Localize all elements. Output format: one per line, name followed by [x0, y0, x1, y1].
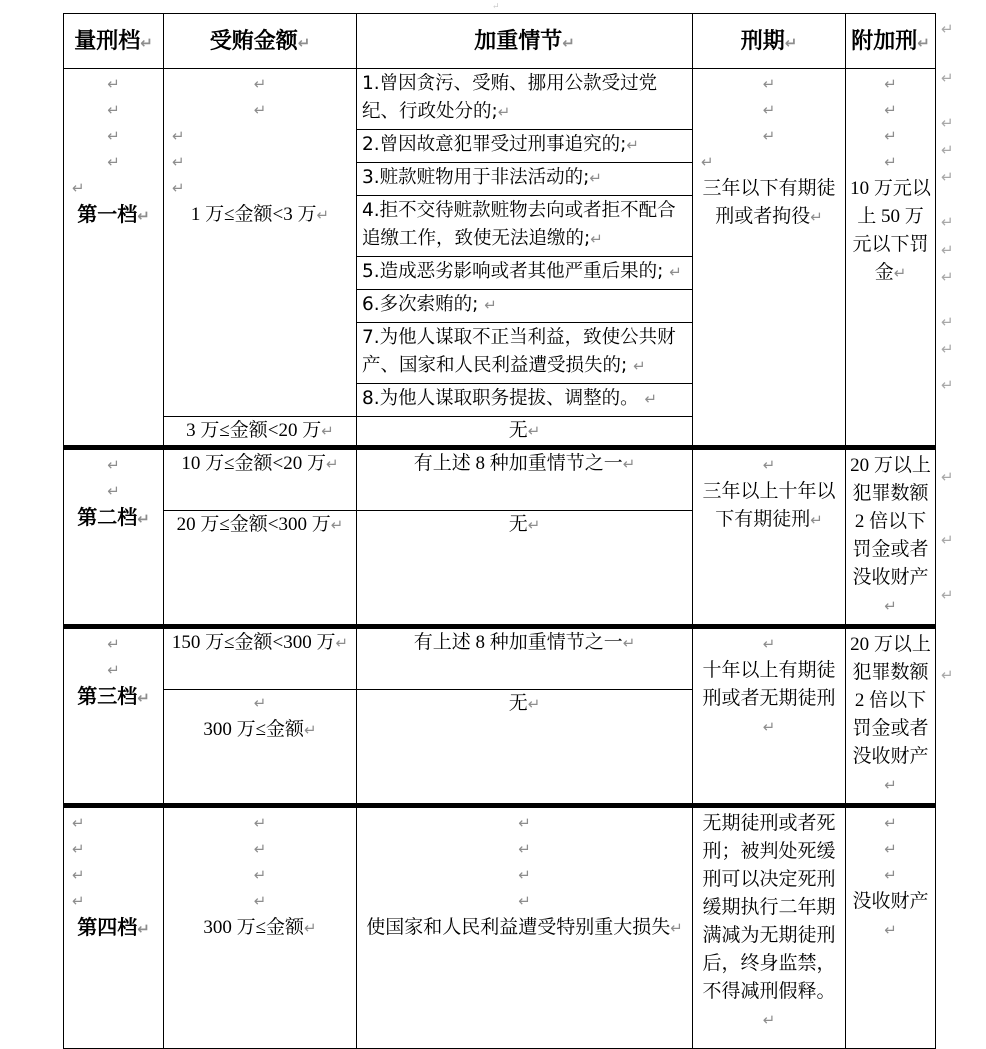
circumstance-item-3: 3.赃款赃物用于非法活动的;↵ — [357, 163, 692, 196]
paragraph-mark-icon: ↵ — [810, 511, 823, 529]
tier-label-1: 第一档↵ — [77, 204, 150, 226]
additional-penalty-value-1: 10 万元以上 50 万元以下罚金↵ — [850, 178, 931, 283]
paragraph-mark-icon: ↵ — [590, 230, 603, 248]
paragraph-mark-icon: ↵ — [941, 20, 954, 38]
paragraph-mark-icon: ↵ — [562, 34, 575, 52]
circumstances-cell-2-2 — [357, 511, 693, 627]
list-item — [357, 196, 692, 257]
paragraph-mark-icon: ↵ — [253, 892, 267, 910]
paragraph-mark-icon: ↵ — [107, 482, 120, 500]
amount-cell-3-1 — [164, 629, 357, 690]
circumstance-item-4: 4.拒不交待赃款赃物去向或者拒不配合追缴工作，致使无法追缴的;↵ — [357, 196, 692, 257]
paragraph-mark-icon: ↵ — [810, 208, 823, 226]
paragraph-mark-icon: ↵ — [253, 840, 267, 858]
amount-cell-4-1 — [164, 808, 357, 1049]
paragraph-mark-icon: ↵ — [253, 694, 267, 712]
circumstances-list — [357, 69, 692, 416]
circumstance-value: 使国家和人民利益遭受特别重大损失↵ — [366, 917, 683, 938]
paragraph-mark-icon: ↵ — [527, 695, 541, 713]
sentencing-table — [63, 13, 936, 1049]
paragraph-mark-icon: ↵ — [140, 34, 153, 52]
circumstance-item-5: 5.造成恶劣影响或者其他严重后果的; ↵ — [357, 257, 692, 290]
paragraph-mark-icon: ↵ — [304, 919, 317, 937]
amount-cell-2-2 — [164, 511, 357, 627]
circumstance-item-8: 8.为他人谋取职务提拔、调整的。 ↵ — [357, 384, 692, 417]
circumstance-value: 有上述 8 种加重情节之一↵ — [413, 453, 636, 474]
table-row — [64, 629, 936, 690]
paragraph-mark-icon: ↵ — [762, 75, 776, 93]
paragraph-mark-icon: ↵ — [137, 510, 150, 528]
paragraph-mark-icon: ↵ — [762, 1011, 776, 1029]
amount-cell-2-1 — [164, 450, 357, 511]
tier-cell-1 — [64, 69, 164, 448]
paragraph-mark-icon: ↵ — [884, 814, 897, 832]
additional-penalty-cell-3 — [846, 629, 936, 806]
paragraph-mark-icon: ↵ — [884, 153, 897, 171]
paragraph-mark-icon: ↵ — [917, 34, 930, 52]
paragraph-mark-icon: ↵ — [107, 635, 120, 653]
amount-value: 20 万≤金额<300 万↵ — [176, 514, 344, 535]
circumstance-none: 无↵ — [508, 693, 541, 714]
additional-penalty-value-4: 没收财产↵ — [852, 891, 929, 939]
header-cell-circumstances — [357, 14, 693, 69]
amount-value: 300 万≤金额↵ — [203, 917, 317, 938]
paragraph-mark-icon: ↵ — [518, 840, 531, 858]
paragraph-mark-icon: ↵ — [884, 866, 897, 884]
term-value-2: 三年以上十年以下有期徒刑↵ — [702, 481, 836, 530]
paragraph-mark-icon: ↵ — [941, 313, 954, 331]
circumstances-cell-3-2 — [357, 690, 693, 806]
list-item — [357, 163, 692, 196]
paragraph-mark-icon: ↵ — [644, 390, 658, 408]
circumstances-cell-2-1 — [357, 450, 693, 511]
sentencing-table-container — [63, 13, 935, 1049]
list-item — [357, 290, 692, 323]
paragraph-mark-icon: ↵ — [297, 34, 311, 52]
amount-value: 300 万≤金额↵ — [203, 719, 317, 740]
paragraph-mark-icon: ↵ — [941, 666, 954, 684]
paragraph-mark-icon: ↵ — [107, 153, 120, 171]
paragraph-mark-icon: ↵ — [72, 866, 85, 884]
amount-cell-1-1 — [164, 69, 357, 417]
circumstance-none: 无↵ — [508, 420, 541, 441]
list-item — [357, 323, 692, 384]
paragraph-mark-icon: ↵ — [316, 206, 330, 224]
paragraph-mark-icon: ↵ — [941, 531, 954, 549]
paragraph-mark-icon: ↵ — [518, 814, 531, 832]
paragraph-mark-icon: ↵ — [784, 34, 798, 52]
paragraph-mark-icon: ↵ — [941, 69, 954, 87]
tier-cell-2 — [64, 450, 164, 627]
paragraph-mark-icon: ↵ — [107, 75, 120, 93]
paragraph-mark-icon: ↵ — [622, 455, 636, 473]
paragraph-mark-icon: ↵ — [622, 634, 636, 652]
paragraph-mark-icon: ↵ — [941, 168, 954, 186]
paragraph-mark-icon: ↵ — [633, 357, 646, 375]
additional-penalty-value-2: 20 万以上犯罪数额 2 倍以下罚金或者没收财产↵ — [850, 455, 931, 615]
header-label-tier: 量刑档 — [74, 28, 141, 53]
paragraph-mark-icon: ↵ — [941, 468, 954, 486]
header-label-additional-penalty: 附加刑 — [851, 28, 918, 53]
paragraph-mark-icon: ↵ — [518, 892, 531, 910]
circumstance-item-1: 1.曾因贪污、受贿、挪用公款受过党纪、行政处分的;↵ — [357, 69, 692, 130]
term-cell-1 — [693, 69, 846, 448]
additional-penalty-cell-4 — [846, 808, 936, 1049]
paragraph-mark-icon: ↵ — [884, 597, 897, 615]
paragraph-mark-icon: ↵ — [762, 635, 776, 653]
tier-label-2: 第二档↵ — [77, 507, 150, 529]
paragraph-mark-icon: ↵ — [326, 455, 339, 473]
amount-value: 10 万≤金额<20 万↵ — [181, 453, 339, 474]
paragraph-mark-icon: ↵ — [884, 776, 897, 794]
paragraph-mark-icon: ↵ — [941, 586, 954, 604]
list-item — [357, 69, 692, 130]
paragraph-mark-icon: ↵ — [72, 892, 85, 910]
paragraph-mark-icon: ↵ — [107, 127, 120, 145]
paragraph-mark-icon: ↵ — [253, 814, 267, 832]
amount-value: 3 万≤金额<20 万↵ — [186, 420, 334, 441]
term-value-3: 十年以上有期徒刑或者无期徒刑↵ — [702, 660, 836, 736]
paragraph-mark-icon: ↵ — [518, 866, 531, 884]
term-cell-3 — [693, 629, 846, 806]
paragraph-mark-icon: ↵ — [884, 75, 897, 93]
paragraph-mark-icon: ↵ — [527, 516, 541, 534]
paragraph-mark-icon: ↵ — [72, 814, 85, 832]
paragraph-mark-icon: ↵ — [589, 169, 602, 187]
additional-penalty-cell-2 — [846, 450, 936, 627]
paragraph-mark-icon: ↵ — [172, 127, 185, 145]
paragraph-mark-icon: ↵ — [762, 101, 776, 119]
header-label-amount: 受贿金额 — [209, 28, 298, 53]
header-label-circumstances: 加重情节 — [474, 28, 563, 53]
paragraph-mark-icon: ↵ — [670, 919, 683, 937]
paragraph-mark-icon: ↵ — [304, 721, 317, 739]
paragraph-mark-icon: ↵ — [893, 264, 907, 282]
header-cell-term — [693, 14, 846, 69]
amount-value: 150 万≤金额<300 万↵ — [171, 632, 349, 653]
tier-cell-3 — [64, 629, 164, 806]
header-label-term: 刑期 — [740, 28, 785, 53]
tier-label-4: 第四档↵ — [77, 917, 150, 939]
circumstances-cell-4-1 — [357, 808, 693, 1049]
term-value-1: 三年以下有期徒刑或者拘役↵ — [702, 178, 836, 227]
table-row — [64, 808, 936, 1049]
paragraph-mark-icon: ↵ — [107, 101, 120, 119]
paragraph-mark-icon: ↵ — [762, 127, 776, 145]
paragraph-mark-icon: ↵ — [321, 422, 334, 440]
paragraph-mark-icon: ↵ — [701, 153, 714, 171]
amount-value: 1 万≤金额<3 万↵ — [190, 204, 330, 225]
circumstance-none: 无↵ — [508, 514, 541, 535]
list-item — [357, 384, 692, 417]
header-cell-tier — [64, 14, 164, 69]
term-value-4: 无期徒刑或者死刑；被判处死缓刑可以决定死刑缓期执行二年期满减为无期徒刑后，终身监禁，不得减刑假释。↵ — [702, 813, 836, 1029]
paragraph-mark-icon: ↵ — [72, 840, 85, 858]
paragraph-mark-icon: ↵ — [137, 689, 150, 707]
paragraph-mark-icon: ↵ — [669, 263, 682, 281]
paragraph-mark-icon: ↵ — [941, 213, 954, 231]
additional-penalty-cell-1 — [846, 69, 936, 448]
paragraph-mark-icon: ↵ — [941, 340, 954, 358]
paragraph-mark-icon: ↵ — [107, 456, 120, 474]
list-item — [357, 257, 692, 290]
paragraph-mark-icon: ↵ — [72, 179, 85, 197]
term-cell-2 — [693, 450, 846, 627]
additional-penalty-value-3: 20 万以上犯罪数额 2 倍以下罚金或者没收财产↵ — [850, 634, 931, 794]
paragraph-mark-icon: ↵ — [527, 422, 541, 440]
right-margin-paragraph-marks — [941, 0, 981, 916]
circumstance-item-7: 7.为他人谋取不正当利益，致使公共财产、国家和人民利益遭受损失的; ↵ — [357, 323, 692, 384]
amount-cell-3-2 — [164, 690, 357, 806]
paragraph-mark-icon: ↵ — [762, 456, 776, 474]
header-cell-amount — [164, 14, 357, 69]
paragraph-mark-icon: ↵ — [626, 136, 639, 154]
paragraph-mark-icon: ↵ — [497, 103, 511, 121]
paragraph-mark-icon: ↵ — [941, 241, 954, 259]
paragraph-mark-icon: ↵ — [884, 840, 897, 858]
paragraph-mark-icon: ↵ — [253, 866, 267, 884]
paragraph-mark-icon: ↵ — [172, 153, 185, 171]
paragraph-mark-icon: ↵ — [107, 661, 120, 679]
paragraph-mark-icon: ↵ — [941, 114, 954, 132]
circumstance-item-2: 2.曾因故意犯罪受过刑事追究的;↵ — [357, 130, 692, 163]
paragraph-mark-icon: ↵ — [253, 75, 267, 93]
paragraph-mark-icon: ↵ — [941, 376, 954, 394]
paragraph-mark-icon: ↵ — [884, 127, 897, 145]
circumstance-value: 有上述 8 种加重情节之一↵ — [413, 632, 636, 653]
circumstance-item-6: 6.多次索贿的; ↵ — [357, 290, 692, 323]
table-header-row — [64, 14, 936, 69]
circumstances-cell-1-1 — [357, 69, 693, 417]
paragraph-mark-icon: ↵ — [762, 718, 776, 736]
amount-cell-1-2 — [164, 417, 357, 448]
paragraph-mark-icon: ↵ — [137, 207, 150, 225]
tier-label-3: 第三档↵ — [77, 686, 150, 708]
header-cell-additional-penalty — [846, 14, 936, 69]
paragraph-mark-icon: ↵ — [253, 101, 267, 119]
circumstances-cell-3-1 — [357, 629, 693, 690]
paragraph-mark-icon: ↵ — [137, 920, 150, 938]
paragraph-mark-icon: ↵ — [941, 141, 954, 159]
list-item — [357, 130, 692, 163]
tier-cell-4 — [64, 808, 164, 1049]
paragraph-mark-icon: ↵ — [884, 101, 897, 119]
paragraph-mark-icon: ↵ — [941, 268, 954, 286]
top-paragraph-mark: ↵ — [492, 1, 500, 11]
term-cell-4 — [693, 808, 846, 1049]
circumstances-cell-1-2 — [357, 417, 693, 448]
paragraph-mark-icon: ↵ — [884, 921, 897, 939]
paragraph-mark-icon: ↵ — [330, 516, 344, 534]
table-row — [64, 69, 936, 417]
paragraph-mark-icon: ↵ — [172, 179, 185, 197]
table-row — [64, 450, 936, 511]
paragraph-mark-icon: ↵ — [484, 296, 497, 314]
paragraph-mark-icon: ↵ — [335, 634, 349, 652]
